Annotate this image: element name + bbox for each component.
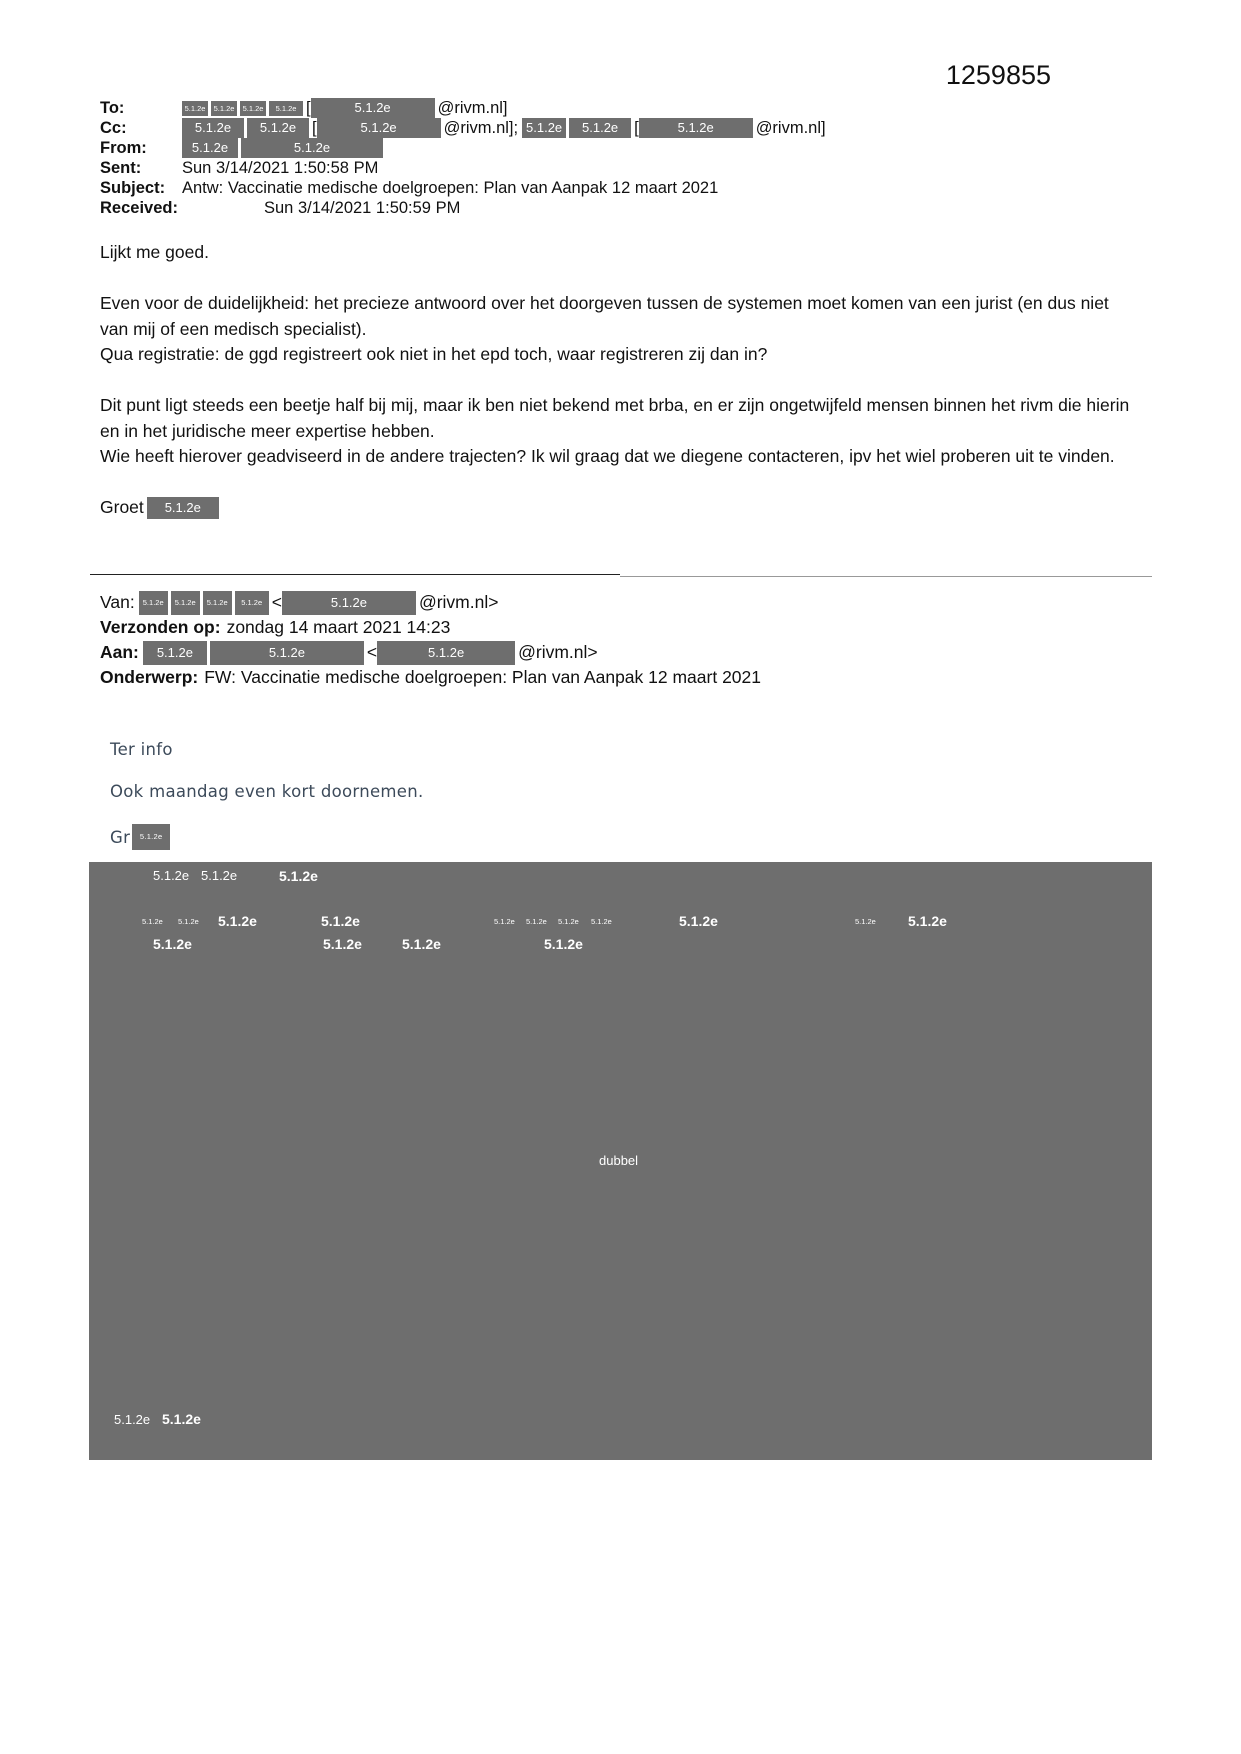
sent-label: Sent: bbox=[100, 159, 142, 177]
body-paragraph: Dit punt ligt steeds een beetje half bij mij, maar ik ben niet bekend met brba, en er zijn ongetwijfeld mensen binnen het rivm die hierin en in het juridische meer expertise hebben. bbox=[100, 395, 1130, 441]
document-id: 1259855 bbox=[945, 60, 1051, 90]
body-paragraph: Lijkt me goed. bbox=[100, 242, 209, 262]
redaction: 5.1.2e bbox=[211, 101, 237, 116]
closing: Groet bbox=[100, 497, 144, 517]
redaction: 5.1.2e bbox=[171, 591, 200, 615]
sent-value: Sun 3/14/2021 1:50:58 PM bbox=[182, 159, 379, 177]
redaction-label: 5.1.2e bbox=[494, 917, 515, 926]
note-line: Ook maandag even kort doornemen. bbox=[110, 782, 424, 801]
redaction: 5.1.2e bbox=[240, 101, 266, 116]
redaction-label: 5.1.2e bbox=[279, 868, 318, 884]
redaction: 5.1.2e bbox=[247, 118, 309, 138]
received-label: Received: bbox=[100, 199, 178, 217]
redaction-label: 5.1.2e bbox=[908, 913, 947, 929]
redaction-label: 5.1.2e bbox=[218, 913, 257, 929]
email-domain: @rivm.nl]; bbox=[443, 119, 519, 137]
aan-row bbox=[100, 640, 761, 665]
redaction: 5.1.2e bbox=[147, 497, 219, 519]
redaction-label: 5.1.2e bbox=[526, 917, 547, 926]
signature-line bbox=[100, 495, 1140, 521]
redaction-label: 5.1.2e bbox=[544, 936, 583, 952]
redaction-label: 5.1.2e bbox=[153, 868, 190, 883]
open-angle: < bbox=[366, 642, 378, 662]
received-row bbox=[100, 198, 826, 218]
sent-row bbox=[100, 158, 826, 178]
divider bbox=[90, 574, 620, 575]
redaction-label: 5.1.2e bbox=[162, 1411, 201, 1427]
redaction-label: 5.1.2e bbox=[591, 917, 612, 926]
body-paragraph: Qua registratie: de ggd registreert ook niet in het epd toch, waar registreren zij dan in? bbox=[100, 344, 768, 364]
to-row bbox=[100, 98, 826, 118]
van-label: Van: bbox=[100, 592, 135, 612]
received-value: Sun 3/14/2021 1:50:59 PM bbox=[264, 199, 461, 217]
redaction-label: 5.1.2e bbox=[153, 936, 192, 952]
email-body bbox=[100, 240, 1140, 546]
open-bracket: [ bbox=[306, 99, 311, 117]
redaction-label: 5.1.2e bbox=[142, 917, 163, 926]
redaction: 5.1.2e bbox=[182, 118, 244, 138]
redaction-label: 5.1.2e bbox=[855, 917, 876, 926]
open-angle: < bbox=[271, 592, 282, 612]
redaction: 5.1.2e bbox=[282, 591, 416, 615]
redaction: 5.1.2e bbox=[182, 138, 238, 158]
redaction-label: 5.1.2e bbox=[679, 913, 718, 929]
open-bracket: [ bbox=[312, 119, 317, 137]
from-row bbox=[100, 138, 826, 158]
redaction-label: 5.1.2e bbox=[178, 917, 199, 926]
from-label: From: bbox=[100, 139, 147, 157]
redaction: 5.1.2e bbox=[143, 641, 207, 665]
onderwerp-value: FW: Vaccinatie medische doelgroepen: Plan van Aanpak 12 maart 2021 bbox=[204, 667, 761, 687]
subject-label: Subject: bbox=[100, 179, 166, 197]
open-bracket: [ bbox=[634, 119, 639, 137]
redaction-label: 5.1.2e bbox=[321, 913, 360, 929]
email-domain: @rivm.nl] bbox=[437, 99, 508, 117]
divider bbox=[620, 576, 1152, 577]
redaction: 5.1.2e bbox=[569, 118, 631, 138]
note-signature bbox=[110, 824, 424, 850]
dubbel-label: dubbel bbox=[599, 1153, 639, 1168]
redaction: 5.1.2e bbox=[210, 641, 364, 665]
verzonden-row bbox=[100, 615, 761, 640]
redaction-label: 5.1.2e bbox=[323, 936, 362, 952]
subject-value: Antw: Vaccinatie medische doelgroepen: Plan van Aanpak 12 maart 2021 bbox=[182, 179, 719, 197]
email-domain: @rivm.nl> bbox=[418, 592, 499, 612]
redaction-label: 5.1.2e bbox=[558, 917, 579, 926]
verzonden-value: zondag 14 maart 2021 14:23 bbox=[226, 617, 451, 637]
van-row bbox=[100, 590, 761, 615]
body-paragraph: Wie heeft hierover geadviseerd in de andere trajecten? Ik wil graag dat we diegene contacteren, ipv het wiel proberen uit te vinden. bbox=[100, 446, 1115, 466]
onderwerp-label: Onderwerp: bbox=[100, 667, 199, 687]
aan-label: Aan: bbox=[100, 642, 139, 662]
redaction: 5.1.2e bbox=[132, 824, 170, 850]
email-domain: @rivm.nl> bbox=[518, 642, 598, 662]
forwarded-header bbox=[100, 590, 761, 690]
redaction-label: 5.1.2e bbox=[201, 868, 238, 883]
verzonden-label: Verzonden op: bbox=[100, 617, 221, 637]
redaction: 5.1.2e bbox=[139, 591, 168, 615]
body-paragraph: Even voor de duidelijkheid: het precieze antwoord over het doorgeven tussen de systemen moet komen van een jurist (en dus niet van mij of een medisch specialist). bbox=[100, 293, 1109, 339]
redaction: 5.1.2e bbox=[182, 101, 208, 116]
cc-row bbox=[100, 118, 826, 138]
redaction: 5.1.2e bbox=[235, 591, 269, 615]
redaction: 5.1.2e bbox=[522, 118, 566, 138]
redaction-label: 5.1.2e bbox=[402, 936, 441, 952]
onderwerp-row bbox=[100, 665, 761, 690]
redaction: 5.1.2e bbox=[311, 98, 435, 118]
to-label: To: bbox=[100, 99, 125, 117]
subject-row bbox=[100, 178, 826, 198]
email-domain: @rivm.nl] bbox=[755, 119, 826, 137]
redaction: 5.1.2e bbox=[639, 118, 753, 138]
redaction: 5.1.2e bbox=[317, 118, 441, 138]
redaction: 5.1.2e bbox=[269, 101, 303, 116]
redacted-block bbox=[89, 862, 1152, 1460]
closing: Gr bbox=[110, 827, 131, 847]
note-line: Ter info bbox=[110, 740, 173, 759]
redaction-label: 5.1.2e bbox=[114, 1412, 151, 1427]
forward-note bbox=[110, 740, 424, 850]
email-header bbox=[100, 98, 826, 218]
redaction: 5.1.2e bbox=[203, 591, 232, 615]
cc-label: Cc: bbox=[100, 119, 127, 137]
redaction: 5.1.2e bbox=[377, 641, 515, 665]
redaction: 5.1.2e bbox=[241, 138, 383, 158]
